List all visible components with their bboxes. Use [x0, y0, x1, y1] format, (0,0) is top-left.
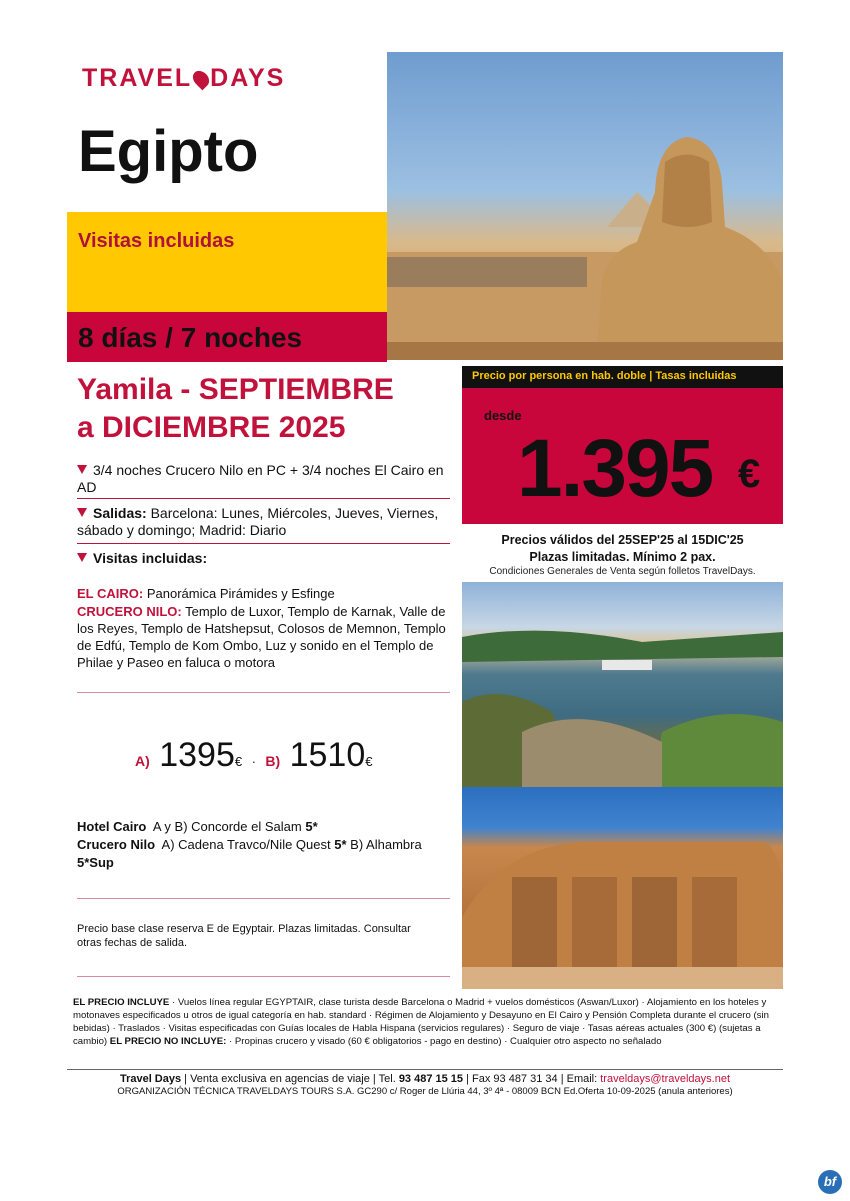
crucero-label: CRUCERO NILO:: [77, 604, 182, 619]
visits-band: [67, 212, 387, 312]
option-b-currency: €: [365, 754, 373, 769]
price-info-bar: [462, 366, 783, 388]
hotel-nile-text-a: A) Cadena Travco/Nile Quest: [161, 837, 331, 852]
option-a-price: 1395: [159, 736, 235, 774]
crucero-text: Templo de Luxor, Templo de Karnak, Valle de los Reyes, Templo de Hatshepsut, Colosos de Memnon, Templo de Edfú, Templo de Kom Ombo, Luz y sonido en el Templo de Philae y Paseo en faluca o motora: [77, 604, 446, 670]
divider: [77, 543, 450, 544]
divider: [77, 976, 450, 977]
option-a-currency: €: [234, 754, 243, 769]
salidas-label: Salidas:: [93, 505, 147, 521]
hotel-cairo: [77, 818, 437, 836]
validity-text: [462, 532, 783, 566]
fax-text: | Fax 93 487 31 34 | Email:: [463, 1073, 601, 1085]
contact-mid: | Venta exclusiva en agencias de viaje | Tel.: [181, 1073, 399, 1085]
desde-label: desde: [484, 408, 522, 423]
nile-photo: [462, 582, 783, 787]
duration-label: 8 días / 7 noches: [78, 322, 303, 353]
incl-label: EL PRECIO INCLUYE: [73, 997, 170, 1008]
divider: [77, 498, 450, 499]
cairo-text: Panorámica Pirámides y Esfinge: [146, 586, 335, 601]
hotel-cairo-stars: 5*: [305, 819, 318, 834]
duration-band: [67, 312, 387, 362]
offer-subtitle: [77, 371, 457, 447]
abu-simbel-photo: [462, 787, 783, 989]
hotel-nile: [77, 836, 437, 872]
option-a-label: A): [135, 753, 150, 769]
main-price: 1.395: [517, 423, 713, 514]
subtitle-line1: Yamila - SEPTIEMBRE: [77, 373, 394, 406]
company-name: Travel Days: [119, 1073, 182, 1085]
divider: [77, 898, 450, 899]
bullet-cruise: [77, 462, 452, 496]
salidas-text: Barcelona: Lunes, Miércoles, Jueves, Viernes, sábado y domingo; Madrid: Diario: [77, 505, 439, 538]
main-price-currency: €: [738, 452, 761, 496]
phone-number: 93 487 15 15: [398, 1073, 464, 1085]
option-prices: [135, 736, 372, 775]
bf-badge: bf: [818, 1170, 842, 1194]
hotel-nile-stars-b: 5*Sup: [77, 855, 114, 870]
hotel-cairo-label: Hotel Cairo: [77, 819, 147, 834]
email-link[interactable]: traveldays@traveldays.net: [600, 1073, 731, 1085]
visitas-label: Visitas incluidas:: [93, 550, 208, 566]
fare-note: Precio base clase reserva E de Egyptair. Plazas limitadas. Consultar otras fechas de salida.: [77, 923, 411, 949]
hotel-nile-stars-a: 5*: [334, 837, 347, 852]
bullet-salidas: [77, 505, 452, 539]
bullet-visitas: [77, 550, 452, 567]
hotel-cairo-text: A y B) Concorde el Salam: [152, 819, 302, 834]
hotels-info: [77, 818, 437, 872]
divider: [77, 692, 450, 693]
contact-line: [67, 1073, 783, 1085]
traveldays-logo: TRAVEL DAYS: [82, 64, 286, 92]
visits-band-label: Visitas incluidas: [78, 230, 235, 252]
sphinx-photo: [387, 52, 783, 360]
bullet-cruise-text: 3/4 noches Crucero Nilo en PC + 3/4 noches El Cairo en AD: [77, 462, 444, 495]
incl-text: · Vuelos línea regular EGYPTAIR, clase turista desde Barcelona o Madrid + vuelos domésticos (Aswan/Luxor) · Alojamiento en los hoteles y motonaves especificados u otros de igual categoría en hab. standard · Régimen de Alojamiento y Desayuno en El Cairo y Pensión Completa durante el crucero (sin bebidas) · Traslados · Visitas especificadas con Guías locales de Habla Hispana (servicios regulares) · Seguro de viaje · Tasas aéreas actuales (300 €) (sujetas a cambio): [73, 997, 769, 1047]
cairo-label: EL CAIRO:: [77, 586, 144, 601]
triangle-bullet-icon: [77, 465, 87, 474]
option-b-price: 1510: [289, 736, 366, 774]
hotel-nile-label: Crucero Nilo: [77, 837, 156, 852]
validity-dates: Precios válidos del 25SEP'25 al 15DIC'25: [501, 533, 744, 547]
hotel-nile-text-b: B) Alhambra: [350, 837, 422, 852]
triangle-bullet-icon: [77, 508, 87, 517]
triangle-bullet-icon: [77, 553, 87, 562]
included-text: [73, 996, 783, 1048]
footer-divider: [67, 1069, 783, 1070]
option-separator: ·: [251, 754, 256, 769]
cairo-visits: [77, 585, 452, 602]
subtitle-line2: a DICIEMBRE 2025: [77, 411, 346, 444]
conditions-text: Condiciones Generales de Venta según folletos TravelDays.: [489, 566, 756, 577]
price-box: [462, 388, 783, 524]
organization-text: ORGANIZACIÓN TÉCNICA TRAVELDAYS TOURS S.A. GC290 c/ Roger de Llúria 44, 3º 4ª - 08009 BCN Ed.Oferta 10-09-2025 (anula anteriores): [117, 1086, 733, 1097]
option-b-label: B): [265, 753, 281, 769]
price-info-text: Precio por persona en hab. doble | Tasas incluidas: [472, 370, 737, 382]
noincl-label: EL PRECIO NO INCLUYE:: [109, 1036, 227, 1047]
validity-limits: Plazas limitadas. Mínimo 2 pax.: [529, 550, 716, 564]
page-title: Egipto: [78, 119, 259, 184]
noincl-text: · Propinas crucero y visado (60 € obligatorios - pago en destino) · Cualquier otro aspecto no señalado: [226, 1036, 662, 1047]
cruise-visits: [77, 603, 452, 671]
